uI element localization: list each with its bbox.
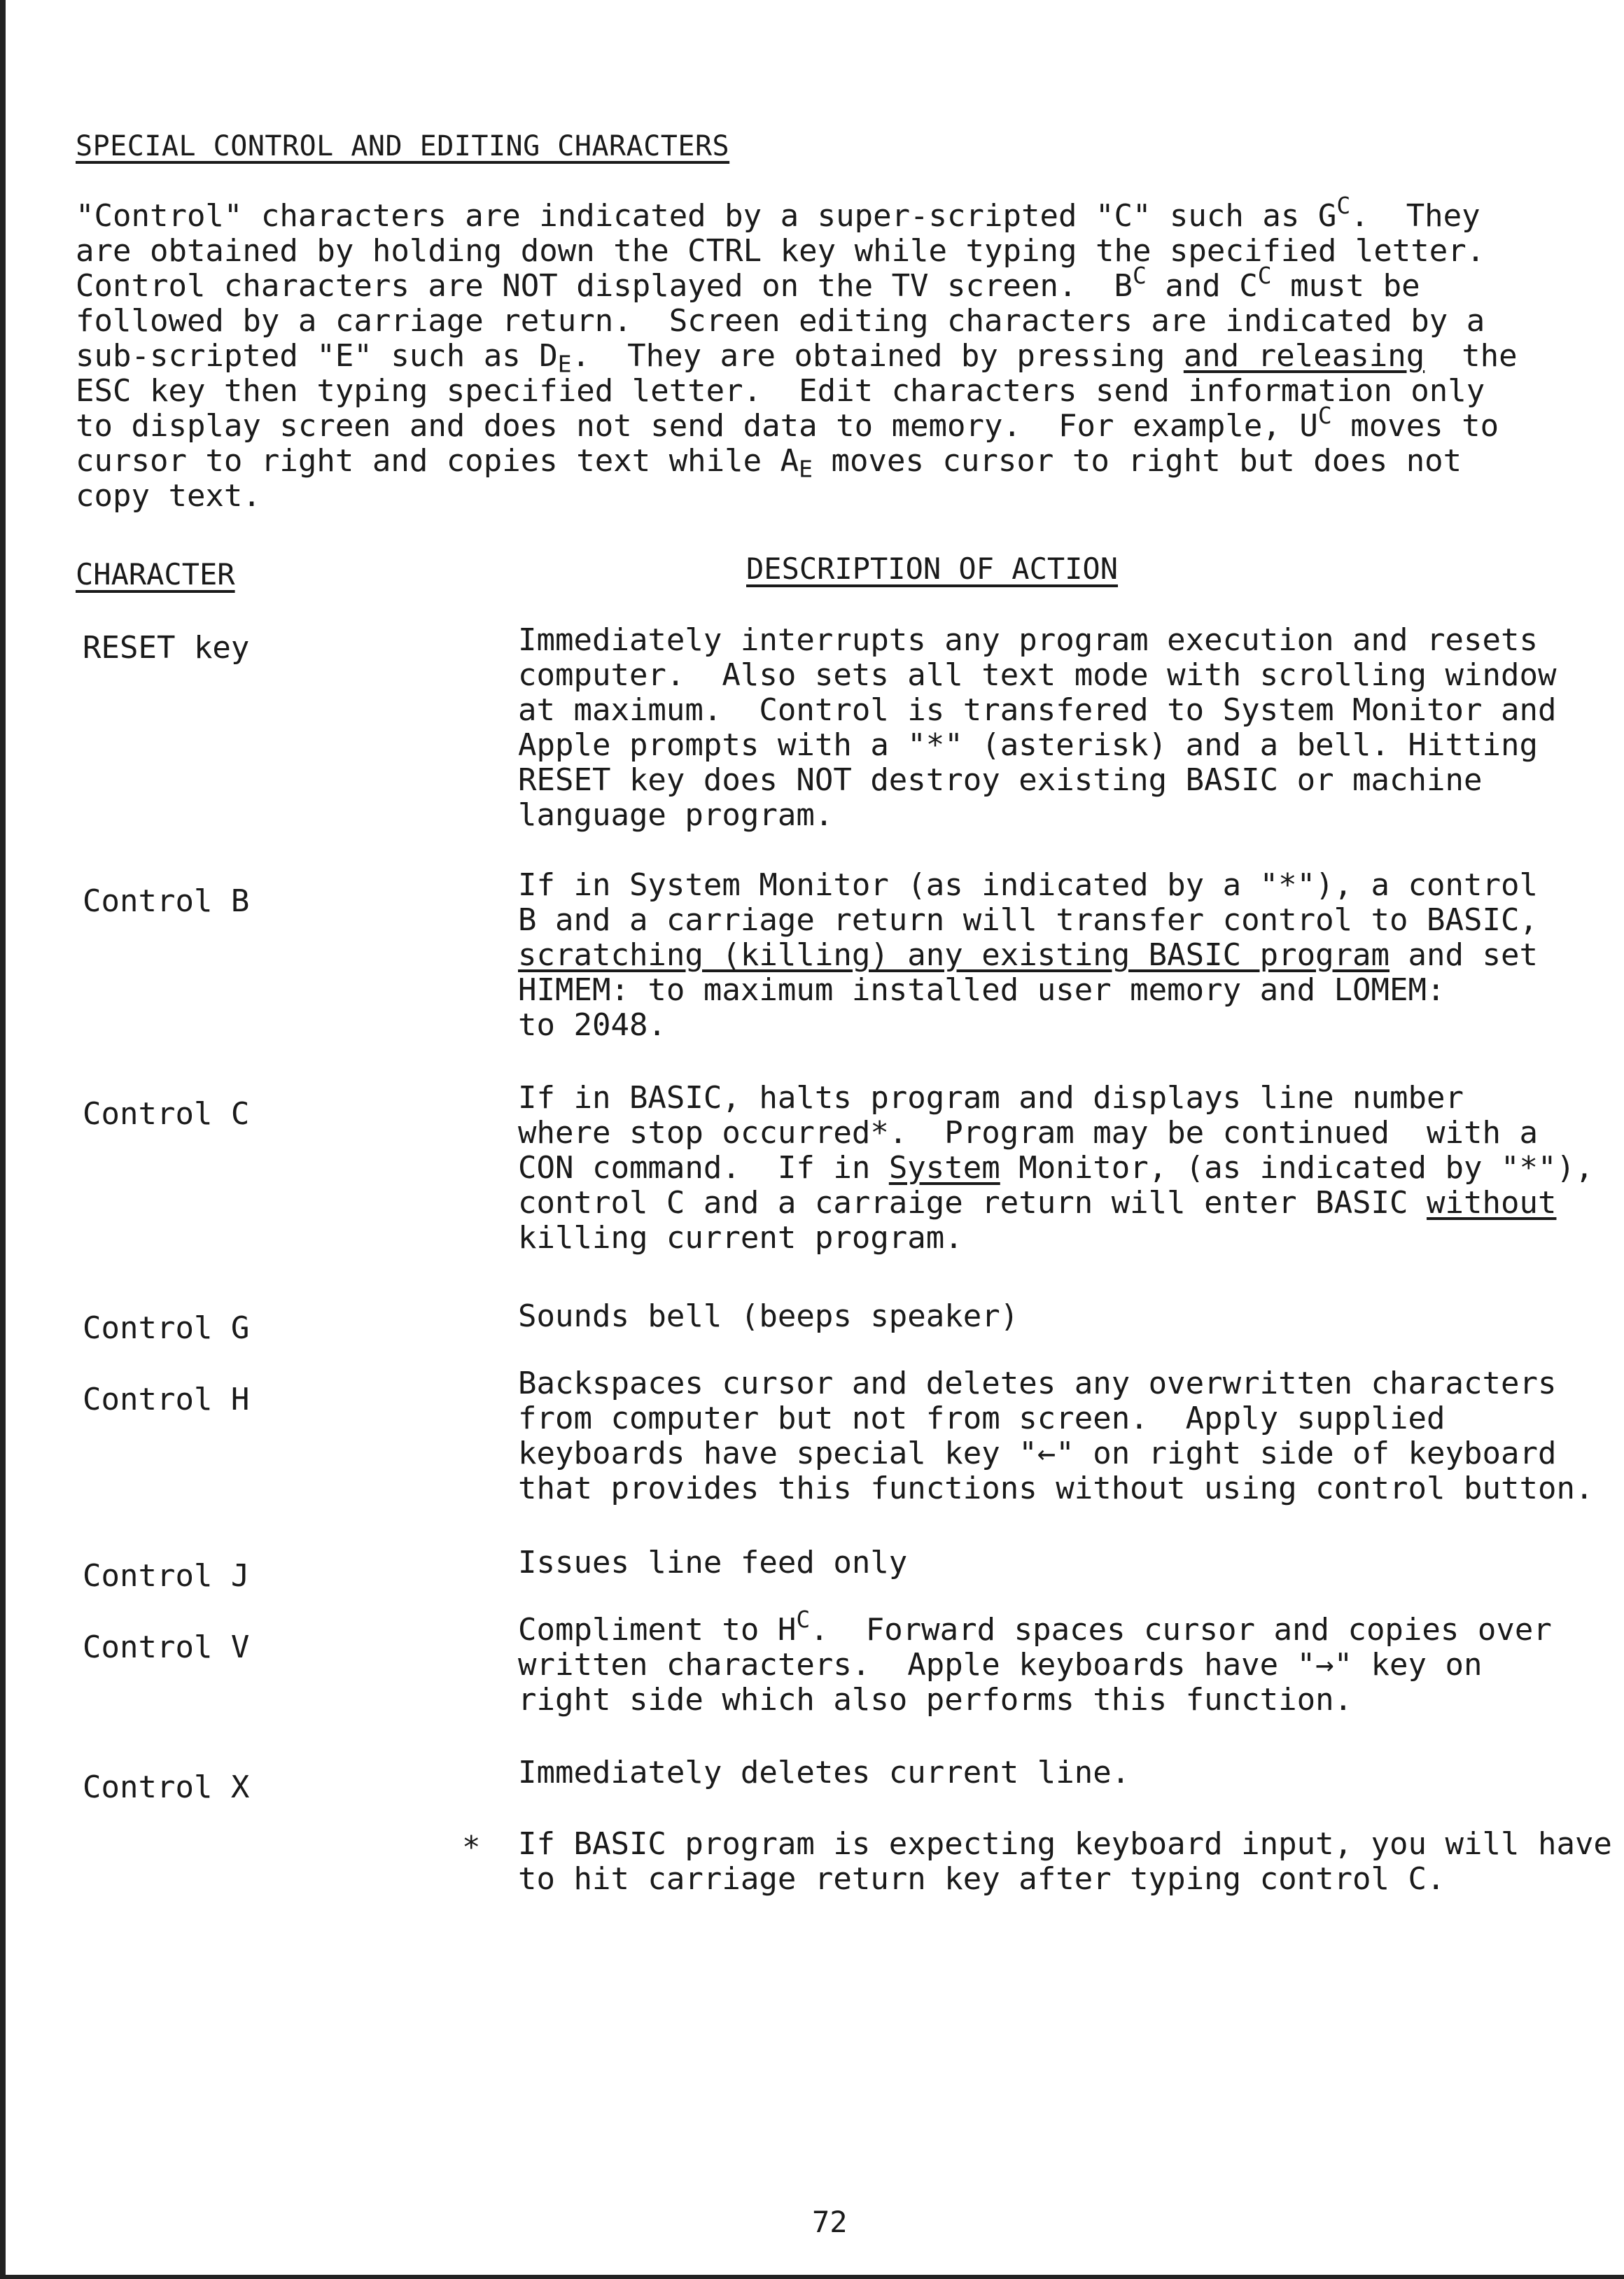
desc-line: right side which also performs this function. [518, 1682, 1353, 1718]
desc-line: computer. Also sets all text mode with scrolling window [518, 657, 1557, 693]
desc-line: at maximum. Control is transfered to System Monitor and [518, 692, 1557, 728]
entry-desc-control-g [518, 1299, 1582, 1334]
entry-name-control-v: Control V [83, 1629, 250, 1665]
entry-name-control-h: Control H [83, 1382, 250, 1417]
intro-line-7: to display screen and does not send data to memory. For example, $U^C$ moves to [76, 401, 1499, 444]
desc-line: RESET key does NOT destroy existing BASIC or machine [518, 762, 1483, 798]
intro-line-9: copy text. [76, 478, 261, 514]
page-number: 72 [812, 2205, 848, 2239]
desc-line: B and a carriage return will transfer control to BASIC, [518, 902, 1538, 938]
desc-line: control C and a carraige return will enter BASIC without [518, 1185, 1557, 1221]
footnote-line: to hit carriage return key after typing control C. [518, 1861, 1446, 1897]
desc-line: If in BASIC, halts program and displays line number [518, 1080, 1464, 1116]
desc-line: written characters. Apple keyboards have "→" key on [518, 1647, 1483, 1683]
desc-line: to 2048. [518, 1007, 666, 1043]
page-left-border [0, 0, 6, 2279]
desc-line: Compliment to $H^C$. Forward spaces cursor and copies over [518, 1605, 1552, 1648]
column-header-character: CHARACTER [76, 557, 235, 591]
desc-line: keyboards have special key "←" on right side of keyboard [518, 1436, 1557, 1471]
desc-line: Apple prompts with a "*" (asterisk) and a bell. Hitting [518, 727, 1538, 763]
footnote-line: If BASIC program is expecting keyboard input, you will have [518, 1826, 1612, 1862]
column-header-description: DESCRIPTION OF ACTION [746, 552, 1119, 586]
desc-line: CON command. If in System Monitor, (as indicated by "*"), [518, 1150, 1594, 1186]
desc-line: scratching (killing) any existing BASIC program and set [518, 937, 1538, 973]
desc-line: HIMEM: to maximum installed user memory and LOMEM: [518, 972, 1446, 1008]
desc-line: from computer but not from screen. Apply supplied [518, 1401, 1446, 1436]
page-bottom-border [0, 2275, 1624, 2279]
entry-desc-control-h [518, 1366, 1594, 1506]
desc-line: If in System Monitor (as indicated by a "*"), a control [518, 867, 1538, 903]
desc-line: that provides this functions without using control button. [518, 1471, 1594, 1506]
desc-line: Backspaces cursor and deletes any overwritten characters [518, 1366, 1557, 1401]
footnote-marker: * [462, 1830, 481, 1865]
intro-paragraph [76, 191, 1518, 514]
entry-desc-control-x [518, 1755, 1582, 1790]
page-heading: SPECIAL CONTROL AND EDITING CHARACTERS [76, 130, 730, 162]
entry-desc-control-b [518, 868, 1582, 1043]
desc-line: Immediately deletes current line. [518, 1755, 1130, 1790]
intro-line-2: are obtained by holding down the CTRL key while typing the specified letter. [76, 233, 1485, 269]
entry-name-control-g: Control G [83, 1310, 250, 1346]
entry-desc-reset [518, 623, 1582, 833]
entry-desc-control-j [518, 1545, 1582, 1580]
desc-line: Sounds bell (beeps speaker) [518, 1298, 1019, 1334]
desc-line: language program. [518, 797, 834, 833]
desc-line: Immediately interrupts any program execution and resets [518, 622, 1538, 658]
desc-line: Issues line feed only [518, 1545, 908, 1580]
entry-desc-control-c [518, 1080, 1594, 1256]
intro-line-8: cursor to right and copies text while $A_E$ moves cursor to right but does not [76, 443, 1462, 483]
intro-line-5: sub-scripted "E" such as $D_E$. They are obtained by pressing and releasing the [76, 338, 1518, 378]
desc-line: killing current program. [518, 1220, 963, 1256]
entry-name-control-x: Control X [83, 1769, 250, 1805]
footnote [518, 1827, 1612, 1897]
entry-name-reset: RESET key [83, 630, 250, 666]
intro-line-3: Control characters are NOT displayed on the TV screen. $B^C$ and $C^C$ must be [76, 261, 1420, 304]
intro-line-6: ESC key then typing specified letter. Edit characters send information only [76, 373, 1485, 409]
entry-name-control-b: Control B [83, 883, 250, 919]
entry-name-control-j: Control J [83, 1558, 250, 1594]
intro-line-4: followed by a carriage return. Screen editing characters are indicated by a [76, 303, 1485, 339]
desc-line: where stop occurred*. Program may be continued with a [518, 1115, 1538, 1151]
entry-desc-control-v [518, 1605, 1582, 1718]
entry-name-control-c: Control C [83, 1096, 250, 1132]
intro-line-1: "Control" characters are indicated by a super-scripted "C" such as $G^C$. They [76, 191, 1480, 234]
